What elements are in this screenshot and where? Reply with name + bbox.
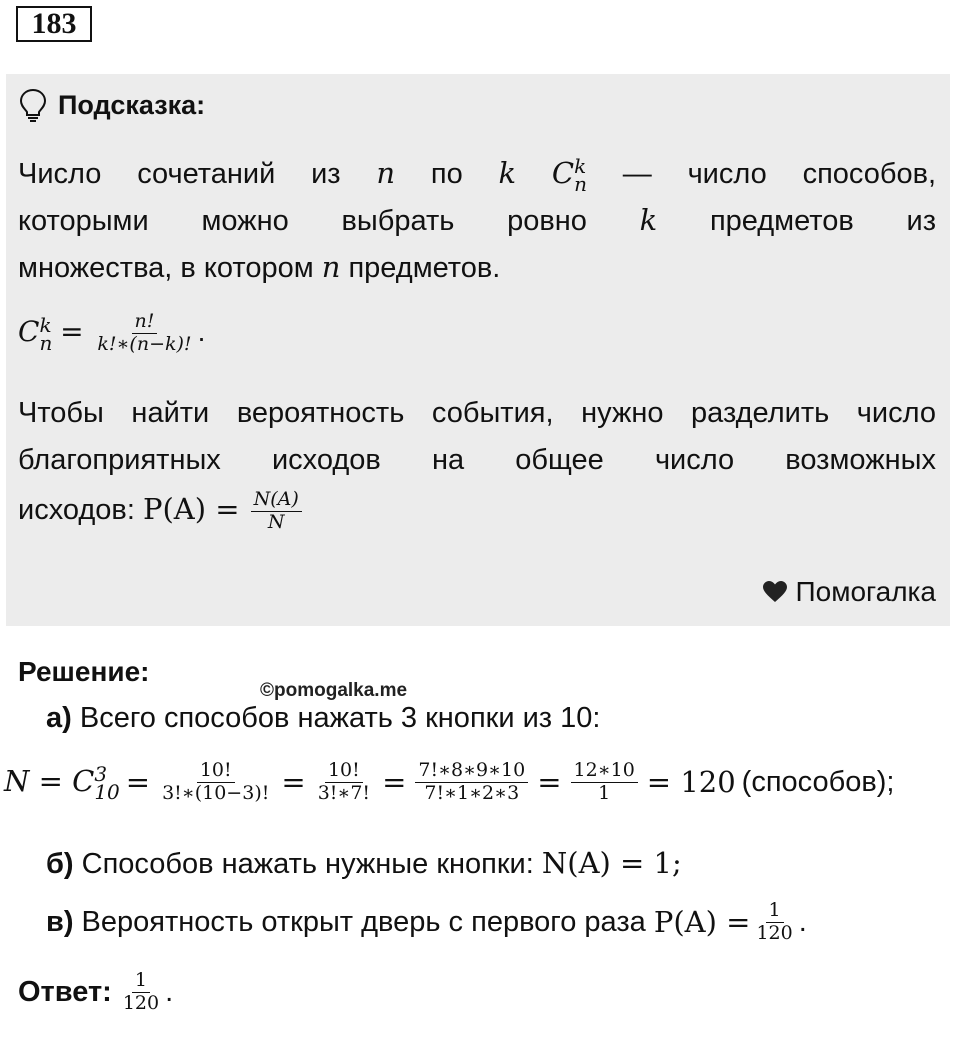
word: выбрать (341, 205, 455, 237)
brand-label: Помогалка (795, 576, 936, 607)
equals: = (382, 765, 407, 800)
var-n: n (376, 156, 396, 190)
var-k: k (498, 156, 517, 190)
period: . (798, 905, 807, 938)
period: . (165, 975, 174, 1008)
step-b (46, 846, 682, 881)
word: на (431, 444, 465, 476)
heart-icon (762, 580, 788, 604)
word: число (654, 444, 735, 476)
problem-number: 183 (16, 6, 92, 42)
step-label: а) (46, 702, 72, 734)
hint-paragraph-1-line-1 (18, 150, 936, 198)
hint-paragraph-2-line-2 (18, 437, 936, 484)
step-a (46, 702, 600, 735)
step-text: Вероятность открыт дверь с первого раза (73, 905, 654, 938)
equals: = (281, 765, 306, 800)
probability-fraction: $\frac{1}{120}$ (756, 899, 793, 944)
probability-fraction: $\frac{N(A)}{N}$ (251, 489, 302, 534)
step-text: Способов нажать нужные кнопки: (73, 848, 542, 880)
word: Число (18, 158, 102, 190)
word: благоприятных (18, 444, 221, 476)
word: из (906, 205, 937, 237)
text: исходов: (18, 494, 143, 526)
hint-paragraph-2-line-1: Чтобы найти вероятность события, нужно разделить число (18, 397, 936, 429)
word: сочетаний (137, 158, 276, 190)
hint-heading (18, 88, 205, 122)
dash: — (622, 158, 652, 190)
lightbulb-icon (18, 88, 48, 122)
hint-paragraph-2-line-3 (18, 486, 936, 534)
step-v (46, 900, 807, 945)
hint-box (6, 74, 950, 626)
watermark: ©pomogalka.me (260, 680, 408, 701)
word: общее (515, 444, 604, 476)
combination-equation (4, 760, 894, 805)
word: предметов (709, 205, 854, 237)
word: ровно (507, 205, 587, 237)
text: множества, в котором (18, 252, 322, 284)
var-k: k (639, 203, 658, 237)
formula-fraction: $\frac{n!}{k!∗(n-k)!}$ (97, 310, 192, 356)
word: можно (201, 205, 289, 237)
word: способов, (802, 158, 937, 190)
answer-label: Ответ: (18, 975, 112, 1008)
probability-formula: P(A) = (142, 492, 240, 526)
step-math: P(A) = (653, 905, 751, 940)
hint-title: Подсказка: (58, 89, 206, 120)
fraction-2: $\frac{10!}{3!∗7!}$ (317, 759, 371, 804)
step-text: Всего способов нажать 3 кнопки из 10: (71, 702, 601, 734)
word: которыми (18, 205, 149, 237)
text: предметов. (340, 252, 501, 284)
equals: = (537, 765, 562, 800)
word: по (430, 158, 463, 190)
fraction-3: $\frac{7!∗8∗9∗10}{7!∗1∗2∗3}$ (415, 760, 528, 805)
answer (18, 970, 173, 1015)
combination-symbol: C k n (551, 154, 587, 196)
hint-paragraph-1-line-2 (18, 197, 936, 245)
word: число (687, 158, 767, 190)
word: возможных (785, 444, 936, 476)
equals: = (125, 765, 151, 800)
equation-result: = 120 (646, 765, 736, 800)
hint-paragraph-1-line-3 (18, 244, 936, 292)
step-math: N(A) = 1; (541, 846, 682, 880)
unit-label: (способов); (741, 765, 895, 798)
word: исходов (271, 444, 381, 476)
formula-C: C k n (18, 312, 53, 355)
answer-fraction: $\frac{1}{120}$ (122, 969, 160, 1014)
solution-title: Решение: (18, 656, 150, 687)
eq-lhs: N = C 3 10 (4, 761, 120, 804)
combination-formula (18, 308, 936, 356)
step-label: б) (46, 848, 74, 880)
var-n: n (321, 250, 341, 284)
word: из (311, 158, 341, 190)
fraction-1: $\frac{10!}{3!∗(10-3)!}$ (162, 759, 270, 804)
brand-signature (762, 576, 936, 608)
equals: = (60, 315, 84, 348)
period: . (197, 316, 206, 347)
fraction-4: $\frac{12∗10}{1}$ (571, 760, 638, 805)
step-label: в) (46, 905, 74, 938)
